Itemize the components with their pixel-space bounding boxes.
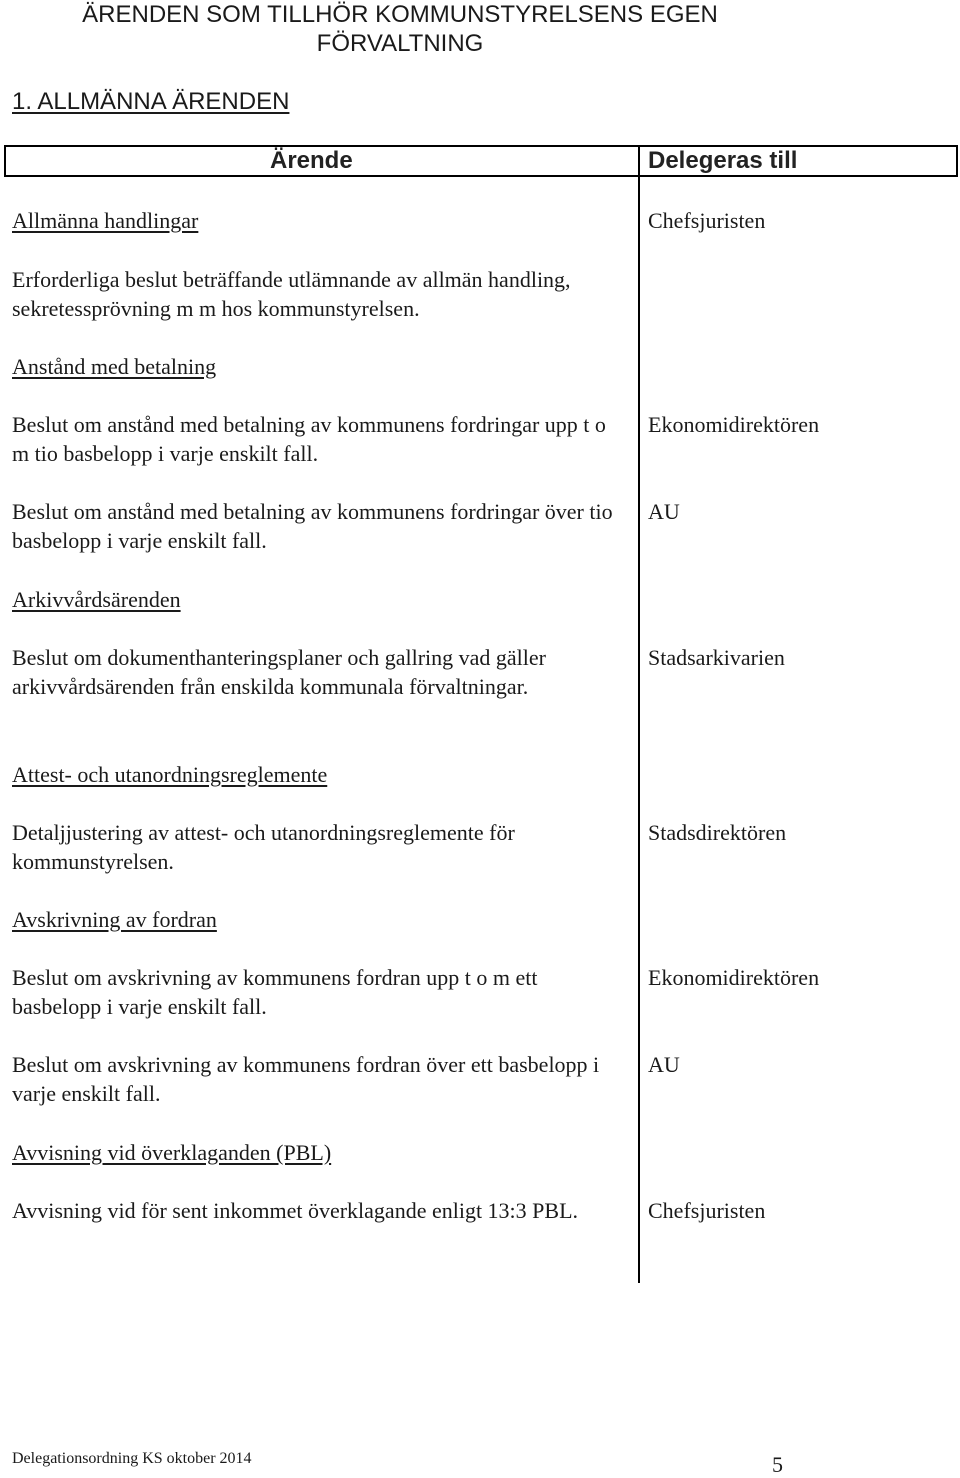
- item-anstand-over-tio: Beslut om anstånd med betalning av kommunens fordringar över tio basbelopp i varje enskilt fall.: [12, 499, 613, 553]
- item-avskrivning-upp-till-ett: Beslut om avskrivning av kommunens fordran upp t o m ett basbelopp i varje enskilt fall.: [12, 965, 538, 1019]
- header-delegeras-till: Delegeras till: [648, 147, 798, 174]
- heading-avvisning-vid-overklaganden: Avvisning vid överklaganden (PBL): [12, 1140, 332, 1165]
- heading-anstand-med-betalning: Anstånd med betalning: [12, 354, 217, 379]
- heading-avskrivning-av-fordran: Avskrivning av fordran: [12, 907, 217, 932]
- delegate-avskrivning-over-ett: AU: [648, 1052, 680, 1077]
- section-heading: 1. ALLMÄNNA ÄRENDEN: [12, 88, 290, 115]
- heading-attest-och-utanordning: Attest- och utanordningsreglemente: [12, 762, 328, 787]
- item-allmanna-handlingar: Erforderliga beslut beträffande utlämnande av allmän handling, sekretessprövning m m hos kommunstyrelsen.: [12, 267, 571, 321]
- delegate-avskrivning-upp-till-ett: Ekonomidirektören: [648, 965, 820, 990]
- item-dokumenthanteringsplaner: Beslut om dokumenthanteringsplaner och gallring vad gäller arkivvårdsärenden från enskilda kommunala förvaltningar.: [12, 645, 546, 699]
- heading-allmanna-handlingar: Allmänna handlingar: [12, 208, 199, 233]
- delegate-dokumenthanteringsplaner: Stadsarkivarien: [648, 645, 785, 670]
- delegate-allmanna-handlingar: Chefsjuristen: [648, 208, 766, 233]
- item-avvisning: Avvisning vid för sent inkommet överklagande enligt 13:3 PBL.: [12, 1198, 579, 1223]
- page-number: 5: [772, 1452, 783, 1477]
- delegate-anstand-over-tio: AU: [648, 499, 680, 524]
- document-title-line-2: FÖRVALTNING: [316, 30, 484, 57]
- item-avskrivning-over-ett: Beslut om avskrivning av kommunens fordran över ett basbelopp i varje enskilt fall.: [12, 1052, 600, 1106]
- item-anstand-upp-till-tio: Beslut om anstånd med betalning av kommunens fordringar upp t o m tio basbelopp i varje enskilt fall.: [12, 412, 606, 466]
- footer-text: Delegationsordning KS oktober 2014: [12, 1450, 252, 1467]
- document-title-line-1: ÄRENDEN SOM TILLHÖR KOMMUNSTYRELSENS EGEN: [82, 1, 718, 28]
- heading-arkivvardsarenden: Arkivvårdsärenden: [12, 587, 181, 612]
- header-arende: Ärende: [270, 147, 353, 174]
- delegate-avvisning: Chefsjuristen: [648, 1198, 766, 1223]
- column-divider: [638, 145, 640, 1283]
- item-detaljjustering: Detaljjustering av attest- och utanordningsreglemente för kommunstyrelsen.: [12, 820, 515, 874]
- table-header-frame: [4, 145, 958, 177]
- delegate-anstand-upp-till-tio: Ekonomidirektören: [648, 412, 820, 437]
- delegate-detaljjustering: Stadsdirektören: [648, 820, 787, 845]
